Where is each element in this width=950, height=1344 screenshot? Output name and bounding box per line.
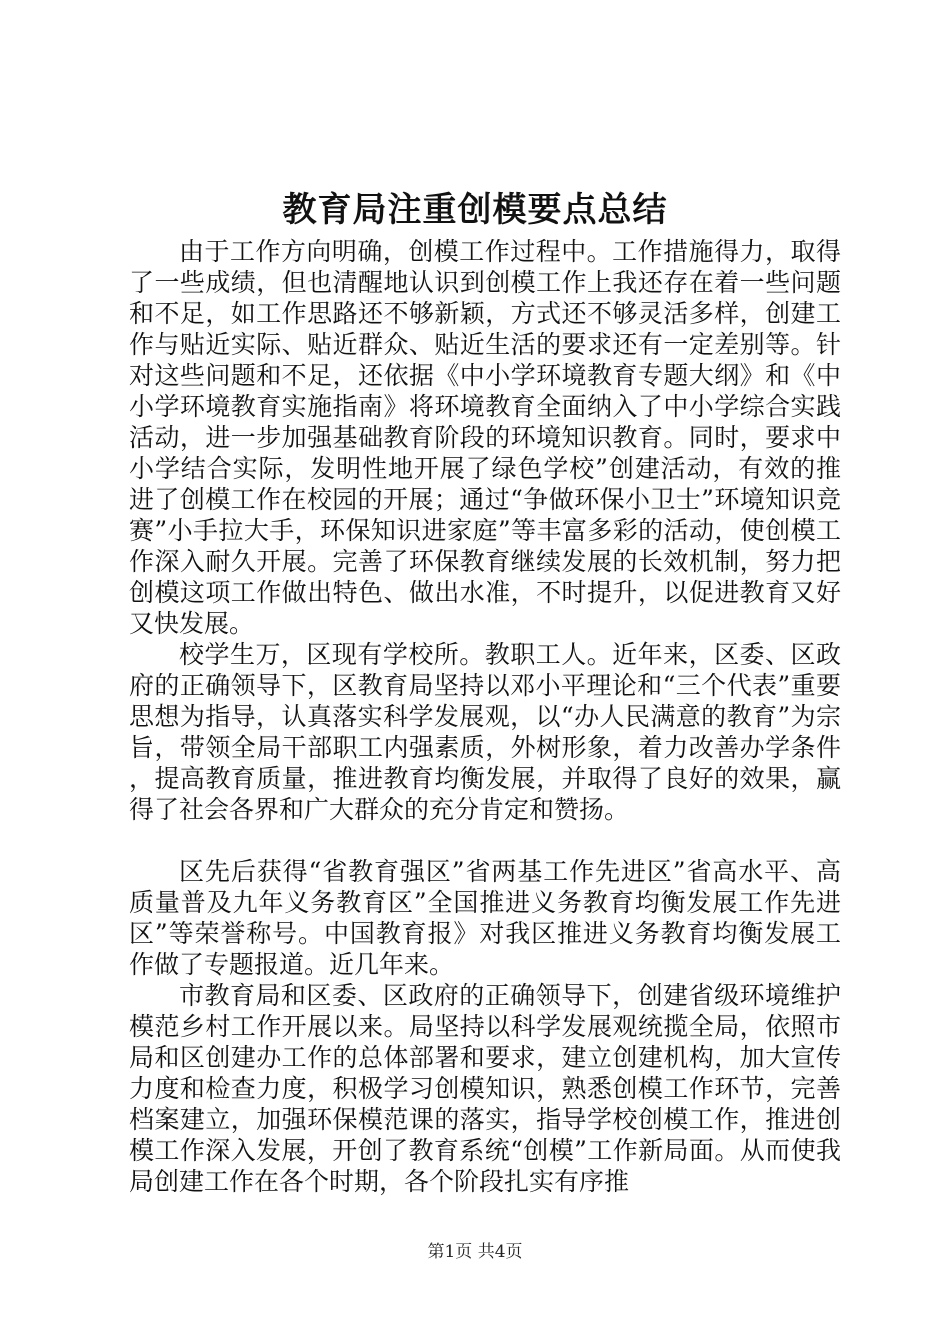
paragraph-3: 区先后获得“省教育强区”省两基工作先进区”省高水平、高质量普及九年义务教育区”全国推进义务教育均衡发展工作先进区”等荣誉称号。中国教育报》对我区推进义务教育均衡发展工作做了专题报道。近几年来。 xyxy=(129,857,841,979)
document-title: 教育局注重创模要点总结 xyxy=(282,190,668,230)
page-number-footer: 第1页 共4页 xyxy=(427,1242,523,1262)
paragraph-2: 校学生万，区现有学校所。教职工人。近年来，区委、区政府的正确领导下，区教育局坚持以邓小平理论和“三个代表”重要思想为指导，认真落实科学发展观，以“办人民满意的教育”为宗旨，带领全局干部职工内强素质，外树形象，着力改善办学条件，提高教育质量，推进教育均衡发展，并取得了良好的效果，赢得了社会各界和广大群众的充分肯定和赞扬。 xyxy=(129,640,841,824)
paragraph-4: 市教育局和区委、区政府的正确领导下，创建省级环境维护模范乡村工作开展以来。局坚持以科学发展观统揽全局，依照市局和区创建办工作的总体部署和要求，建立创建机构，加大宣传力度和检查力度，积极学习创模知识，熟悉创模工作环节，完善档案建立，加强环保模范课的落实，指导学校创模工作，推进创模工作深入发展，开创了教育系统“创模”工作新局面。从而使我局创建工作在各个时期，各个阶段扎实有序推 xyxy=(129,981,841,1196)
paragraph-1: 由于工作方向明确，创模工作过程中。工作措施得力，取得了一些成绩，但也清醒地认识到创模工作上我还存在着一些问题和不足，如工作思路还不够新颖，方式还不够灵活多样，创建工作与贴近实际、贴近群众、贴近生活的要求还有一定差别等。针对这些问题和不足，还依据《中小学环境教育专题大纲》和《中小学环境教育实施指南》将环境教育全面纳入了中小学综合实践活动，进一步加强基础教育阶段的环境知识教育。同时，要求中小学结合实际，发明性地开展了绿色学校”创建活动，有效的推进了创模工作在校园的开展；通过“争做环保小卫士”环境知识竞赛”小手拉大手，环保知识进家庭”等丰富多彩的活动，使创模工作深入耐久开展。完善了环保教育继续发展的长效机制，努力把创模这项工作做出特色、做出水准，不时提升，以促进教育又好又快发展。 xyxy=(129,237,841,638)
document-body xyxy=(129,236,841,1197)
